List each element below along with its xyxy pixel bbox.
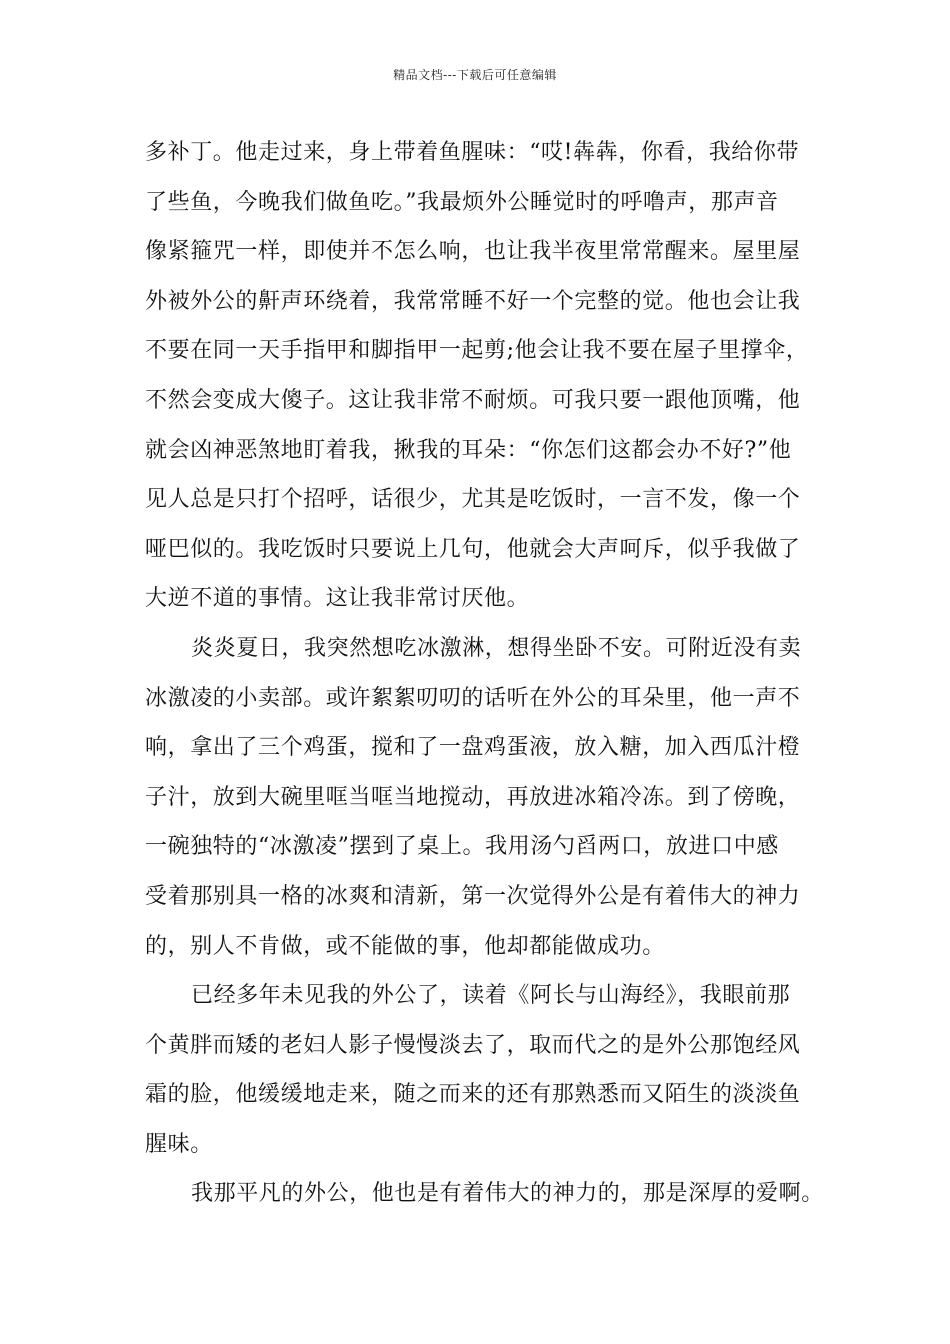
paragraph-line: 了些鱼，今晚我们做鱼吃。”我最烦外公睡觉时的呼噜声，那声音 [145,189,779,215]
paragraph-line: 冰激凌的小卖部。或许絮絮叨叨的话听在外公的耳朵里，他一声不 [145,685,801,711]
paragraph-line: 腥味。 [145,1131,213,1157]
paragraph-line: 受着那别具一格的冰爽和清新，第一次觉得外公是有着伟大的神力 [145,883,801,909]
paragraph-1 [145,128,815,624]
paragraph-line: 一碗独特的“冰激凌”摆到了桌上。我用汤勺舀两口，放进口中感 [145,834,779,860]
paragraph-3 [145,971,815,1169]
paragraph-line: 不然会变成大傻子。这让我非常不耐烦。可我只要一跟他顶嘴，他 [145,387,801,413]
paragraph-line: 已经多年未见我的外公了，读着《阿长与山海经》，我眼前那 [191,983,791,1009]
body-text [145,128,824,1219]
paragraph-line: 我那平凡的外公，他也是有着伟大的神力的，那是深厚的爱啊。 [191,1181,824,1207]
paragraph-line: 子汁，放到大碗里哐当哐当地搅动，再放进冰箱冷冻。到了傍晚， [145,784,801,810]
paragraph-line: 大逆不道的事情。这让我非常讨厌他。 [145,586,530,612]
paragraph-line: 炎炎夏日，我突然想吃冰激淋，想得坐卧不安。可附近没有卖 [191,635,802,661]
paragraph-line: 不要在同一天手指甲和脚指甲一起剪;他会让我不要在屋子里撑伞， [145,338,809,364]
paragraph-line: 的，别人不肯做，或不能做的事，他却都能做成功。 [145,933,665,959]
paragraph-line: 见人总是只打个招呼，话很少，尤其是吃饭时，一言不发，像一个 [145,487,801,513]
paragraph-line: 多补丁。他走过来，身上带着鱼腥味：“哎!犇犇，你看，我给你带 [145,140,800,165]
paragraph-line: 哑巴似的。我吃饭时只要说上几句，他就会大声呵斥，似乎我做了 [145,536,801,562]
paragraph-2 [145,624,815,971]
paragraph-line: 响，拿出了三个鸡蛋，搅和了一盘鸡蛋液，放入糖，加入西瓜汁橙 [145,735,801,761]
page-header: 精品文档---下载后可任意编辑 [393,68,557,82]
paragraph-line: 就会凶神恶煞地盯着我，揪我的耳朵：“你怎们这都会办不好?”他 [145,437,792,463]
paragraph-line: 像紧箍咒一样，即使并不怎么响，也让我半夜里常常醒来。屋里屋 [145,239,801,265]
paragraph-line: 个黄胖而矮的老妇人影子慢慢淡去了，取而代之的是外公那饱经风 [145,1032,801,1058]
paragraph-line: 外被外公的鼾声环绕着，我常常睡不好一个完整的觉。他也会让我 [145,288,801,314]
paragraph-line: 霜的脸，他缓缓地走来，随之而来的还有那熟悉而又陌生的淡淡鱼 [145,1082,801,1108]
paragraph-4 [145,1169,824,1219]
